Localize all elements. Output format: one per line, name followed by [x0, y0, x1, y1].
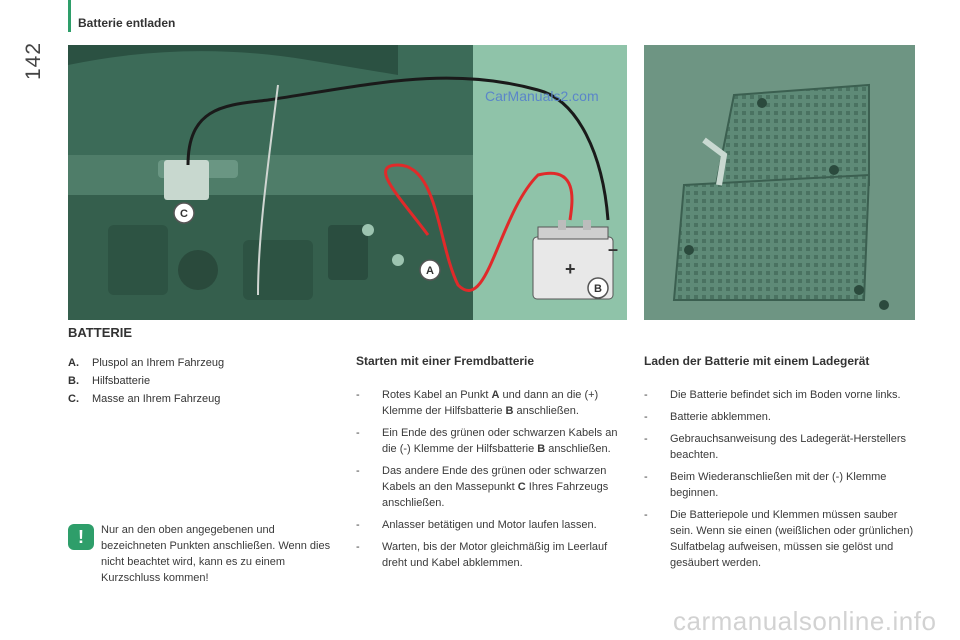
jump-start-steps	[356, 387, 631, 577]
battery-legend	[68, 354, 328, 408]
page-number: 142	[22, 41, 45, 81]
callout-a: A	[426, 265, 434, 277]
step-dash: -	[644, 433, 648, 445]
callout-b: B	[594, 283, 602, 295]
charging-title: Laden der Batterie mit einem Ladegerät	[644, 354, 870, 368]
footer-watermark: carmanualsonline.info	[673, 606, 937, 636]
step-dash: -	[644, 389, 648, 401]
battery-floor-illustration	[644, 45, 915, 320]
legend-text: Masse an Ihrem Fahrzeug	[92, 393, 221, 405]
legend-item	[68, 354, 328, 372]
jump-start-title: Starten mit einer Fremdbatterie	[356, 354, 535, 368]
step-dash: -	[356, 389, 360, 401]
plus-sign: +	[565, 259, 576, 279]
header-section-title: Batterie entladen	[78, 16, 176, 30]
step-text: Beim Wiederanschließen mit der (-) Klemme beginnen.	[670, 471, 887, 499]
step-dash: -	[644, 471, 648, 483]
warning-icon: !	[68, 524, 94, 550]
header-accent-bar	[68, 0, 71, 32]
warning-text: Nur an den oben angegebenen und bezeichneten Punkten anschließen. Wenn dies nicht beachtet wird, kann es zu einem Kurzschluss kommen!	[101, 524, 331, 584]
jump-start-drawing	[68, 45, 627, 320]
jump-step	[356, 463, 631, 511]
step-dash: -	[644, 411, 648, 423]
jump-step	[356, 517, 631, 533]
charge-step	[644, 507, 916, 571]
jump-start-illustration	[68, 45, 627, 320]
step-text: Gebrauchsanweisung des Ladegerät-Herstellers beachten.	[670, 433, 907, 461]
step-dash: -	[356, 541, 360, 553]
step-text: Das andere Ende des grünen oder schwarzen Kabels an den Massepunkt C Ihres Fahrzeugs anschließen.	[382, 465, 609, 509]
step-text: Anlasser betätigen und Motor laufen lassen.	[382, 519, 597, 531]
legend-item	[68, 372, 328, 390]
ground-clamp	[164, 160, 209, 200]
legend-key: A.	[68, 357, 79, 369]
legend-item	[68, 390, 328, 408]
jump-step	[356, 539, 631, 571]
legend-text: Hilfsbatterie	[92, 375, 151, 387]
step-text: Die Batterie befindet sich im Boden vorne links.	[670, 389, 901, 401]
charge-step	[644, 469, 916, 501]
step-dash: -	[356, 465, 360, 477]
step-text: Batterie abklemmen.	[670, 411, 771, 423]
callout-c: C	[180, 208, 188, 220]
charging-steps	[644, 387, 916, 577]
battery-section-title: BATTERIE	[68, 325, 133, 340]
step-text: Rotes Kabel an Punkt A und dann an die (+) Klemme der Hilfsbatterie B anschließen.	[382, 389, 599, 417]
jump-step	[356, 387, 631, 419]
step-dash: -	[356, 427, 360, 439]
lower-floor-panel	[674, 175, 869, 300]
charge-step	[644, 387, 916, 403]
step-text: Ein Ende des grünen oder schwarzen Kabels an die (-) Klemme der Hilfsbatterie B anschließen.	[382, 427, 618, 455]
step-dash: -	[644, 509, 648, 521]
step-text: Warten, bis der Motor gleichmäßig im Leerlauf dreht und Kabel abklemmen.	[382, 541, 608, 569]
watermark-text: CarManuals2.com	[485, 88, 599, 104]
step-text: Die Batteriepole und Klemmen müssen sauber sein. Wenn sie einen (weißlichen oder grünlichen) Sulfatbelag aufweisen, müssen sie gelöst und gesäubert werden.	[670, 509, 914, 569]
legend-key: B.	[68, 375, 79, 387]
charge-step	[644, 431, 916, 463]
minus-sign: –	[608, 239, 619, 259]
jump-step	[356, 425, 631, 457]
step-dash: -	[356, 519, 360, 531]
charge-step	[644, 409, 916, 425]
legend-key: C.	[68, 393, 79, 405]
legend-text: Pluspol an Ihrem Fahrzeug	[92, 357, 225, 369]
floor-panel-drawing	[644, 45, 915, 320]
